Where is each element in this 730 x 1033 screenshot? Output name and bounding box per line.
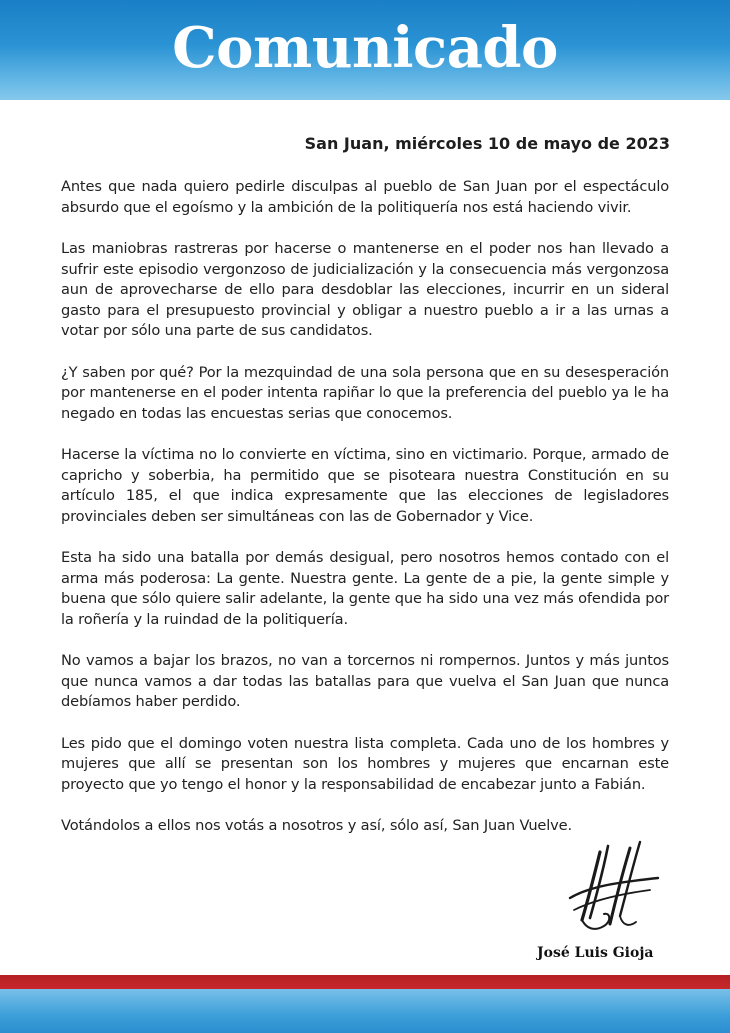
- paragraph: ¿Y saben por qué? Por la mezquindad de una sola persona que en su desesperación por mantenerse en el poder intenta rapiñar lo que la preferencia del pueblo ya le ha negado en todas las encuestas serias que conocemos.: [61, 363, 669, 422]
- letter-body: [61, 177, 669, 858]
- paragraph: Hacerse la víctima no lo convierte en víctima, sino en victimario. Porque, armado de capricho y soberbia, ha permitido que se pisoteara nuestra Constitución en su artículo 185, el que indica expresamente que las elecciones de legisladores provinciales deben ser simultáneas con las de Gobernador y Vice.: [61, 446, 669, 525]
- footer-red-stripe: [0, 975, 730, 989]
- paragraph: No vamos a bajar los brazos, no van a torcernos ni rompernos. Juntos y más juntos que nunca vamos a dar todas las batallas para que vuelva el San Juan que nunca debíamos haber perdido.: [61, 652, 669, 710]
- handwritten-signature: [560, 838, 670, 938]
- page-title: Comunicado: [172, 15, 558, 81]
- paragraph: Las maniobras rastreras por hacerse o mantenerse en el poder nos han llevado a sufrir este episodio vergonzoso de judicialización y la consecuencia más vergonzosa aun de aprovecharse de ello para desdoblar las elecciones, incurrir en un sideral gasto para el presupuesto provincial y obligar a nuestro pueblo a ir a las urnas a votar por sólo una parte de sus candidatos.: [61, 240, 669, 339]
- header-banner: [0, 0, 730, 100]
- paragraph: Esta ha sido una batalla por demás desigual, pero nosotros hemos contado con el arma más poderosa: La gente. Nuestra gente. La gente de a pie, la gente simple y buena que sólo quiere salir adelante, la gente que ha sido una vez más ofendida por la roñería y la ruindad de la politiquería.: [61, 549, 669, 628]
- date-line: San Juan, miércoles 10 de mayo de 2023: [304, 134, 670, 153]
- footer-blue-band: [0, 989, 730, 1033]
- paragraph: Votándolos a ellos nos votás a nosotros y así, sólo así, San Juan Vuelve.: [61, 817, 572, 834]
- paragraph: Antes que nada quiero pedirle disculpas al pueblo de San Juan por el espectáculo absurdo que el egoísmo y la ambición de la politiquería nos está haciendo vivir.: [61, 178, 669, 216]
- paragraph: Les pido que el domingo voten nuestra lista completa. Cada uno de los hombres y mujeres que allí se presentan son los hombres y mujeres que encarnan este proyecto que yo tengo el honor y la responsabilidad de encabezar junto a Fabián.: [61, 734, 669, 793]
- signer-name: José Luis Gioja: [537, 945, 654, 961]
